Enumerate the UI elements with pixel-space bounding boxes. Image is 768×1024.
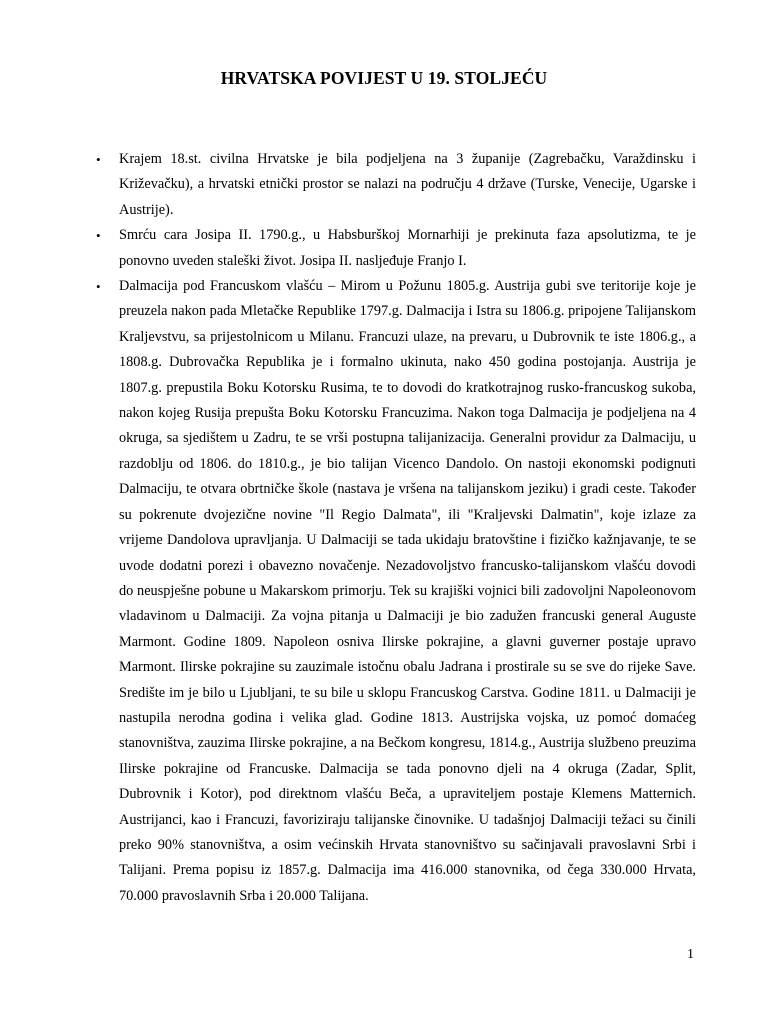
bullet-icon: • <box>96 152 101 167</box>
page-number: 1 <box>687 947 694 962</box>
list-item-text: Dalmacija pod Francuskom vlašću – Mirom u Požunu 1805.g. Austrija gubi sve teritorije koje je preuzela nakon pada Mletačke Republike 1797.g. Dalmacija i Istra su 1806.g. pripojene Talijanskom Kraljevstvu, sa prijestolnicom u Milanu. Francuzi ulaze, na prevaru, u Dubrovnik te iste 1806.g., a 1808.g. Dubrovačka Republika je i formalno ukinuta, nako 450 godina postojanja. Austrija je 1807.g. prepustila Boku Kotorsku Rusima, te to dovodi do kratkotrajnog rusko-francuskog sukoba, nakon kojeg Rusija prepušta Boku Kotorsku Francuzima. Nakon toga Dalmacija je podjeljena na 4 okruga, sa sjedištem u Zadru, te se vrši postupna talijanizacija. Generalni providur za Dalmaciju, u razdoblju od 1806. do 1810.g., je bio talijan Vicenco Dandolo. On nastoji ekonomski podignuti Dalmaciju, te otvara obrtničke škole (nastava je vršena na talijanskom jeziku) i gradi ceste. Također su pokrenute dvojezične novine "Il Regio Dalmata", ili "Kraljevski Dalmatin", koje izlaze za vrijeme Dandolova upravljanja. U Dalmaciji se tada ukidaju bratovštine i fizičko kažnjavanje, te se uvode dodatni porezi i obavezno novačenje. Nezadovoljstvo francusko-talijanskom vlašću dovodi do neuspješne pobune u Makarskom primorju. Tek su krajiški vojnici bili zadovoljni Napoleonovom vladavinom u Dalmaciji. Za vojna pitanja u Dalmaciji je bio zadužen francuski general Auguste Marmont. Godine 1809. Napoleon osniva Ilirske pokrajine, a glavni guverner postaje upravo Marmont. Ilirske pokrajine su zauzimale istočnu obalu Jadrana i prostirale su se sve do rijeke Save. Središte im je bilo u Ljubljani, te su bile u sklopu Francuskog Carstva. Godine 1811. u Dalmaciji je nastupila nerodna godina i velika glad. Godine 1813. Austrijska vojska, uz pomoć domaćeg stanovništva, zauzima Ilirske pokrajine, a na Bečkom kongresu, 1814.g., Austrija službeno preuzima Ilirske pokrajine od Francuske. Dalmacija se tada ponovno djeli na 4 okruga (Zadar, Split, Dubrovnik i Kotor), pod direktnom vlašću Beča, a upraviteljem postaje Klemens Matternich. Austrijanci, kao i Francuzi, favoriziraju talijanske činovnike. U tadašnjoj Dalmaciji težaci su činili preko 90% stanovništva, a osim većinskih Hrvata stanovništvo su sačinjavali pravoslavni Srbi i Talijani. Prema popisu iz 1857.g. Dalmacija ima 416.000 stanovnika, od čega 330.000 Hrvata, 70.000 pravoslavnih Srba i 20.000 Talijana. <box>119 278 696 904</box>
list-item-text: Krajem 18.st. civilna Hrvatske je bila podjeljena na 3 županije (Zagrebačku, Varaždinsku i Križevačku), a hrvatski etnički prostor se nalazi na području 4 države (Turske, Venecije, Ugarske i Austrije). <box>119 151 696 218</box>
list-item <box>96 223 696 274</box>
list-item-text: Smrću cara Josipa II. 1790.g., u Habsburškoj Mornarhiji je prekinuta faza apsolutizma, te je ponovno uveden staleški život. Josipa II. nasljeđuje Franjo I. <box>119 227 696 269</box>
bullet-icon: • <box>96 228 101 244</box>
bullet-list <box>96 147 696 909</box>
bullet-icon: • <box>96 279 101 295</box>
list-item <box>96 274 696 909</box>
page-title: HRVATSKA POVIJEST U 19. STOLJEĆU <box>220 68 548 88</box>
list-item <box>96 147 696 223</box>
